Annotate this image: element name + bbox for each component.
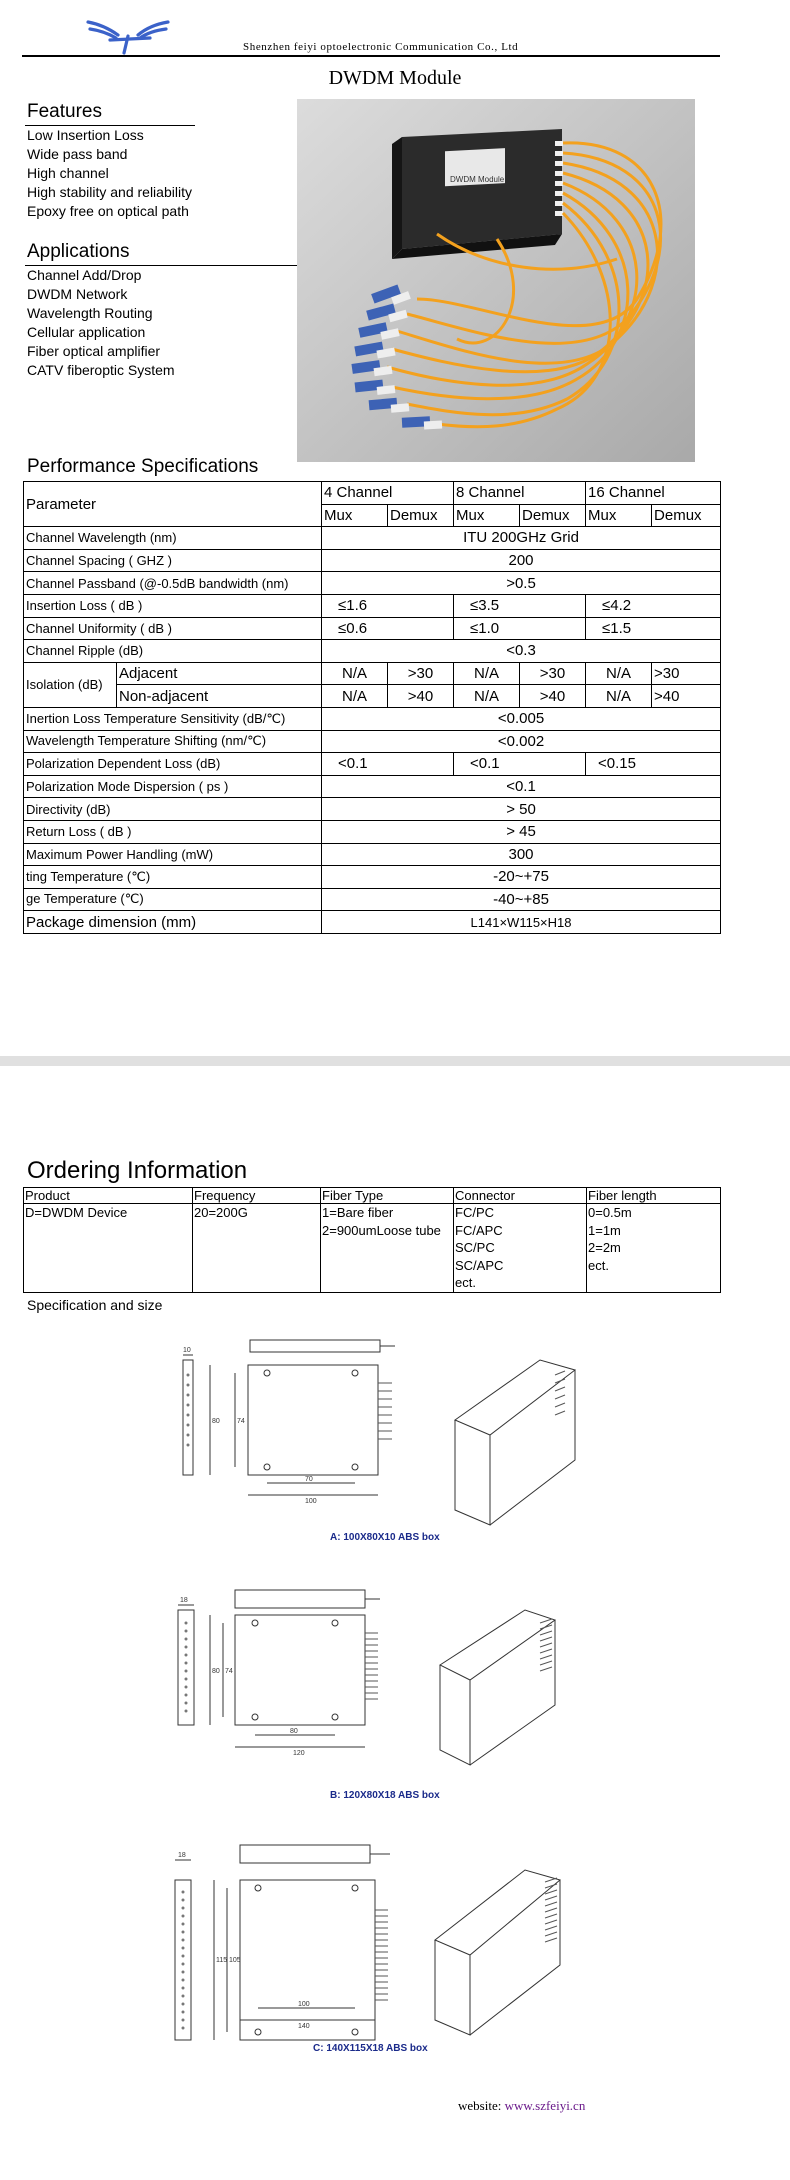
row-label: Channel Wavelength (nm) xyxy=(24,527,322,550)
row-label: Inertion Loss Temperature Sensitivity (dB/℃) xyxy=(24,707,322,730)
isolation-value: >40 xyxy=(652,685,721,708)
row-label: Wavelength Temperature Shifting (nm/℃) xyxy=(24,730,322,753)
row-label: Package dimension (mm) xyxy=(24,911,322,934)
application-item: Channel Add/Drop xyxy=(27,267,142,283)
fiber-length-option: 2=2m xyxy=(588,1240,621,1255)
ordering-heading: Ordering Information xyxy=(27,1157,248,1184)
table-row xyxy=(24,888,721,911)
dim-label: 80 xyxy=(212,1668,220,1675)
connector-option: FC/PC xyxy=(455,1205,494,1220)
dim-label: 74 xyxy=(237,1418,245,1425)
row-value-8ch: <0.1 xyxy=(454,753,586,776)
row-label: Channel Passband (@-0.5dB bandwidth (nm) xyxy=(24,572,322,595)
row-value-16ch: ≤4.2 xyxy=(586,594,721,617)
row-value: -40~+85 xyxy=(322,888,721,911)
row-value: > 50 xyxy=(322,798,721,821)
product-option: D=DWDM Device xyxy=(25,1205,128,1220)
row-value: 300 xyxy=(322,843,721,866)
row-value: <0.005 xyxy=(322,707,721,730)
feature-item: High stability and reliability xyxy=(27,184,192,200)
application-item: Cellular application xyxy=(27,324,146,340)
dim-label: 10 xyxy=(183,1347,191,1354)
row-value: > 45 xyxy=(322,820,721,843)
application-item: DWDM Network xyxy=(27,286,128,302)
column-header: Fiber length xyxy=(587,1188,721,1204)
parameter-header: Parameter xyxy=(24,482,322,527)
applications-list xyxy=(27,266,175,380)
row-value: <0.002 xyxy=(322,730,721,753)
table-row xyxy=(24,549,721,572)
frequency-cell xyxy=(193,1204,321,1293)
row-value: <0.3 xyxy=(322,640,721,663)
fiber-length-option: ect. xyxy=(588,1257,609,1273)
drawing-b xyxy=(150,1585,580,1790)
dim-label: 70 xyxy=(305,1476,313,1483)
row-label: Directivity (dB) xyxy=(24,798,322,821)
product-cell xyxy=(24,1204,193,1293)
table-row xyxy=(24,572,721,595)
demux-header: Demux xyxy=(652,504,721,527)
isolation-value: N/A xyxy=(586,685,652,708)
row-value-4ch: ≤0.6 xyxy=(322,617,454,640)
header-rule xyxy=(22,55,720,57)
row-value: L141×W115×H18 xyxy=(322,911,721,934)
table-row xyxy=(24,798,721,821)
table-row xyxy=(24,730,721,753)
column-header: Fiber Type xyxy=(321,1188,454,1204)
fiber-type-option: 2=900umLoose tube xyxy=(322,1222,441,1238)
table-row xyxy=(24,527,721,550)
dim-label: 18 xyxy=(178,1852,186,1859)
table-row xyxy=(24,707,721,730)
connector-option: SC/APC xyxy=(455,1257,504,1273)
isolation-value: >40 xyxy=(520,685,586,708)
isolation-value: >30 xyxy=(388,662,454,685)
features-list xyxy=(27,126,192,221)
table-row xyxy=(24,866,721,889)
photo-label: DWDM Module xyxy=(450,175,505,184)
isolation-value: N/A xyxy=(586,662,652,685)
dim-label: 100 xyxy=(305,1498,317,1505)
isolation-value: N/A xyxy=(322,685,388,708)
fiber-length-cell xyxy=(587,1204,721,1293)
table-row xyxy=(24,617,721,640)
row-label: Polarization Dependent Loss (dB) xyxy=(24,753,322,776)
table-row xyxy=(24,1188,721,1204)
row-label: Channel Ripple (dB) xyxy=(24,640,322,663)
row-value: 200 xyxy=(322,549,721,572)
isolation-value: >30 xyxy=(652,662,721,685)
dim-label: 120 xyxy=(293,1750,305,1757)
row-value-8ch: ≤3.5 xyxy=(454,594,586,617)
spec-size-heading: Specification and size xyxy=(27,1297,163,1313)
application-item: CATV fiberoptic System xyxy=(27,362,175,378)
table-row xyxy=(24,820,721,843)
table-row xyxy=(24,640,721,663)
table-row xyxy=(24,482,721,505)
frequency-option: 20=200G xyxy=(194,1205,248,1220)
website-link[interactable]: www.szfeiyi.cn xyxy=(504,2098,586,2113)
website-line xyxy=(458,2098,585,2114)
isolation-label: Isolation (dB) xyxy=(24,662,117,707)
connector-option: FC/APC xyxy=(455,1222,503,1238)
dim-label: 105 xyxy=(229,1957,241,1964)
dim-label: 18 xyxy=(180,1597,188,1604)
drawing-a-caption: A: 100X80X10 ABS box xyxy=(330,1532,440,1543)
company-logo xyxy=(80,16,175,56)
feature-item: Wide pass band xyxy=(27,146,128,162)
isolation-adjacent-label: Adjacent xyxy=(117,662,322,685)
row-value-8ch: ≤1.0 xyxy=(454,617,586,640)
row-value-4ch: ≤1.6 xyxy=(322,594,454,617)
company-name: Shenzhen feiyi optoelectronic Communication Co., Ltd xyxy=(243,41,519,53)
isolation-value: N/A xyxy=(322,662,388,685)
table-row xyxy=(24,1204,721,1293)
application-item: Fiber optical amplifier xyxy=(27,343,161,359)
fiber-type-option: 1=Bare fiber xyxy=(322,1205,394,1220)
column-header: Frequency xyxy=(193,1188,321,1204)
row-label: ting Temperature (℃) xyxy=(24,866,322,889)
feature-item: High channel xyxy=(27,165,109,181)
fiber-type-cell xyxy=(321,1204,454,1293)
dim-label: 80 xyxy=(290,1728,298,1735)
mux-header: Mux xyxy=(586,504,652,527)
drawing-c xyxy=(150,1840,580,2055)
table-row xyxy=(24,843,721,866)
ordering-table xyxy=(23,1187,721,1293)
row-value-4ch: <0.1 xyxy=(322,753,454,776)
isolation-value: N/A xyxy=(454,685,520,708)
applications-heading: Applications xyxy=(27,241,130,262)
mux-header: Mux xyxy=(454,504,520,527)
row-value-16ch: ≤1.5 xyxy=(586,617,721,640)
row-label: Polarization Mode Dispersion ( ps ) xyxy=(24,775,322,798)
document-title: DWDM Module xyxy=(328,67,462,89)
dim-label: 115 xyxy=(216,1957,228,1964)
fiber-length-option: 0=0.5m xyxy=(588,1205,632,1220)
column-header: Product xyxy=(24,1188,193,1204)
row-value: ITU 200GHz Grid xyxy=(322,527,721,550)
dim-label: 74 xyxy=(225,1668,233,1675)
table-row xyxy=(24,685,721,708)
isolation-value: >40 xyxy=(388,685,454,708)
feature-item: Low Insertion Loss xyxy=(27,127,144,143)
demux-header: Demux xyxy=(388,504,454,527)
feature-item: Epoxy free on optical path xyxy=(27,203,189,219)
table-row xyxy=(24,594,721,617)
row-value: >0.5 xyxy=(322,572,721,595)
table-row xyxy=(24,753,721,776)
drawing-c-caption: C: 140X115X18 ABS box xyxy=(313,2043,428,2054)
table-row xyxy=(24,911,721,934)
performance-heading: Performance Specifications xyxy=(27,456,259,477)
isolation-value: N/A xyxy=(454,662,520,685)
mux-header: Mux xyxy=(322,504,388,527)
drawing-b-caption: B: 120X80X18 ABS box xyxy=(330,1790,440,1801)
website-label: website: xyxy=(458,2098,502,2113)
table-row xyxy=(24,775,721,798)
features-heading: Features xyxy=(27,101,102,122)
row-label: Insertion Loss ( dB ) xyxy=(24,594,322,617)
application-item: Wavelength Routing xyxy=(27,305,153,321)
row-label: Channel Uniformity ( dB ) xyxy=(24,617,322,640)
demux-header: Demux xyxy=(520,504,586,527)
row-label: Maximum Power Handling (mW) xyxy=(24,843,322,866)
col-16-channel: 16 Channel xyxy=(586,482,721,505)
col-8-channel: 8 Channel xyxy=(454,482,586,505)
connector-option: ect. xyxy=(455,1275,476,1290)
performance-table xyxy=(23,481,721,934)
connector-cell xyxy=(454,1204,587,1293)
fiber-length-option: 1=1m xyxy=(588,1222,621,1238)
dim-label: 140 xyxy=(298,2023,310,2030)
row-label: Channel Spacing ( GHZ ) xyxy=(24,549,322,572)
column-header: Connector xyxy=(454,1188,587,1204)
col-4-channel: 4 Channel xyxy=(322,482,454,505)
row-label: ge Temperature (℃) xyxy=(24,888,322,911)
connector-option: SC/PC xyxy=(455,1240,495,1255)
dim-label: 80 xyxy=(212,1418,220,1425)
isolation-nonadjacent-label: Non-adjacent xyxy=(117,685,322,708)
product-photo xyxy=(297,99,695,462)
row-value: <0.1 xyxy=(322,775,721,798)
row-value-16ch: <0.15 xyxy=(586,753,721,776)
drawing-a xyxy=(150,1335,580,1550)
dim-label: 100 xyxy=(298,2001,310,2008)
page-separator xyxy=(0,1056,790,1066)
isolation-value: >30 xyxy=(520,662,586,685)
table-row xyxy=(24,662,721,685)
row-value: -20~+75 xyxy=(322,866,721,889)
row-label: Return Loss ( dB ) xyxy=(24,820,322,843)
